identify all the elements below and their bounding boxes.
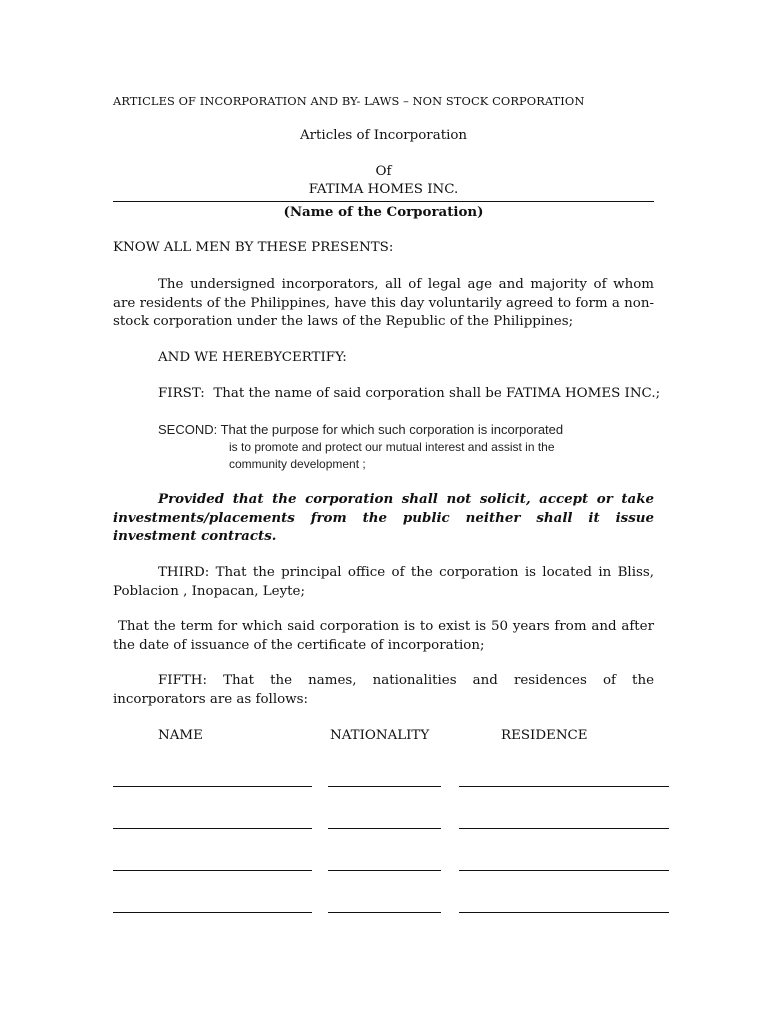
column-header-name: NAME [158, 728, 203, 743]
hereby-certify: AND WE HEREBYCERTIFY: [158, 350, 347, 365]
term-article: That the term for which said corporation is to exist is 50 years from and after the date of issuance of the certificate of incorporation; [113, 619, 654, 653]
name-caption: (Name of the Corporation) [283, 204, 484, 220]
incorporator-row [0, 828, 768, 830]
corporation-name: FATIMA HOMES INC. [308, 182, 459, 197]
nationality-blank-line [328, 912, 441, 913]
incorporator-row [0, 786, 768, 788]
name-blank-line [113, 912, 312, 913]
column-header-nationality: NATIONALITY [330, 728, 430, 743]
nationality-blank-line [328, 870, 441, 871]
name-blank-line [113, 870, 312, 871]
nationality-blank-line [328, 828, 441, 829]
name-blank-line [113, 786, 312, 787]
of-label: Of [375, 164, 392, 179]
fifth-article: FIFTH: That the names, nationalities and residences of the incorporators are as follows: [113, 673, 654, 707]
provided-clause: Provided that the corporation shall not solicit, accept or take investments/placements from the public neither shall it issue investment contracts. [113, 491, 654, 544]
second-article-line-2: is to promote and protect our mutual interest and assist in the [229, 440, 555, 454]
know-all-men-heading: KNOW ALL MEN BY THESE PRESENTS: [113, 240, 394, 255]
residence-blank-line [459, 828, 669, 829]
nationality-blank-line [328, 786, 441, 787]
residence-blank-line [459, 786, 669, 787]
column-header-residence: RESIDENCE [501, 728, 588, 743]
third-article: THIRD: That the principal office of the corporation is located in Bliss, Poblacion , Inopacan, Leyte; [113, 565, 654, 599]
incorporator-row [0, 870, 768, 872]
name-blank-line [113, 828, 312, 829]
residence-blank-line [459, 870, 669, 871]
corporation-name-underline [113, 201, 654, 202]
second-article-line-1: SECOND: That the purpose for which such corporation is incorporated [158, 422, 564, 437]
first-article: FIRST: That the name of said corporation shall be FATIMA HOMES INC.; [158, 386, 661, 401]
intro-paragraph: The undersigned incorporators, all of legal age and majority of whom are residents of the Philippines, have this day voluntarily agreed to form a non-stock corporation under the laws of the Republic of the Philippines; [113, 277, 654, 329]
document-title: Articles of Incorporation [299, 128, 468, 143]
residence-blank-line [459, 912, 669, 913]
document-header: ARTICLES OF INCORPORATION AND BY- LAWS – NON STOCK CORPORATION [113, 94, 585, 108]
second-article-line-3: community development ; [229, 457, 366, 471]
incorporator-row [0, 912, 768, 914]
